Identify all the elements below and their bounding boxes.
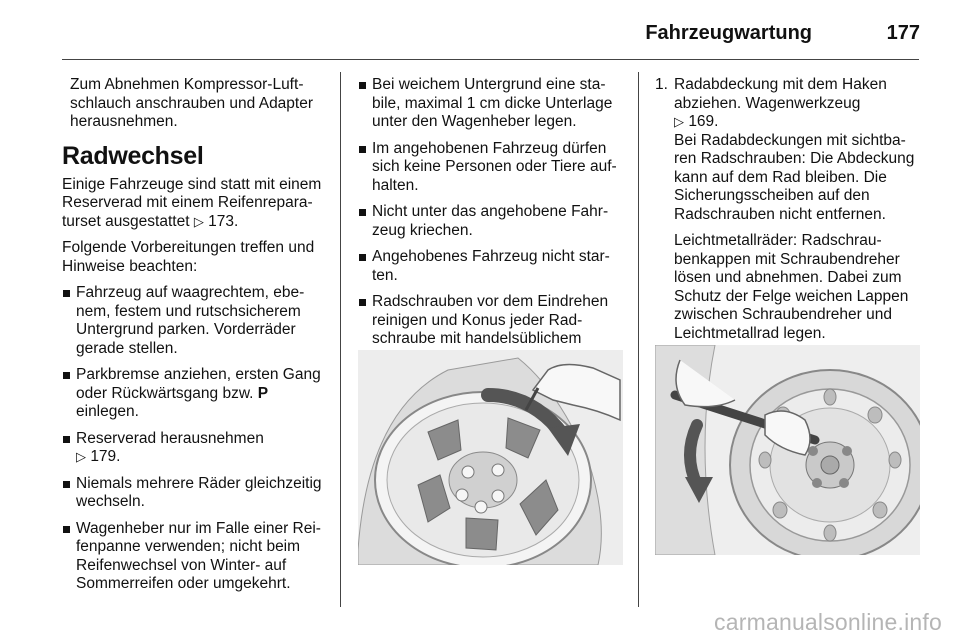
intro-paragraph: Zum Abnehmen Kompressor-Luftschlauch anschrauben und Adapter herausnehmen.: [70, 76, 314, 130]
paragraph-preparations: Folgende Vorbereitungen treffen und Hinweise beachten:: [62, 239, 315, 275]
preparation-list: [62, 284, 327, 594]
page-reference: ▷ 169.: [674, 113, 719, 130]
list-item: Niemals mehrere Räder gleichzeitig wechseln.: [62, 475, 327, 512]
list-item: Bei weichem Untergrund eine stabile, maximal 1 cm dicke Unterlage unter den Wagenheber legen.: [358, 76, 623, 132]
arrow-reference-icon: ▷: [193, 213, 204, 229]
watermark: carmanualsonline.info: [714, 609, 942, 635]
column-middle: [358, 76, 623, 375]
paragraph-text: Einige Fahrzeuge sind statt mit einem Reserverad mit einem Reifenreparaturset ausgestattet: [62, 175, 322, 230]
header-title: Fahrzeugwartung: [645, 22, 812, 44]
step-number: 1.: [655, 76, 668, 93]
step-list: [655, 76, 920, 343]
column-left: [62, 76, 327, 602]
bullet-square-icon: [63, 290, 70, 297]
bullet-square-icon: [359, 299, 366, 306]
arrow-reference-icon: ▷: [76, 449, 86, 464]
bullet-square-icon: [359, 82, 366, 89]
wheel-bolt-wrench-illustration: [655, 345, 920, 555]
arrow-reference-icon: ▷: [674, 114, 684, 129]
list-item: Angehobenes Fahrzeug nicht starten.: [358, 248, 623, 285]
step-note-visible-bolts: Bei Radabdeckungen mit sichtbaren Radschrauben: Die Abdeckung kann auf dem Rad bleiben. Die Sicherungsscheiben auf den Radschrauben nicht entfernen.: [674, 131, 915, 223]
gear-p-label: P: [257, 384, 269, 402]
list-item: Im angehobenen Fahrzeug dürfen sich keine Personen oder Tiere aufhalten.: [358, 140, 623, 196]
step-note-alloy-wheels: Leichtmetallräder: Radschraubenkappen mit Schraubendreher lösen und abnehmen. Dabei zum Schutz der Felge weichen Lappen zwischen Schraubendreher und Leichtmetallrad legen.: [674, 232, 909, 342]
column-divider-2: [638, 72, 639, 607]
list-item: Wagenheber nur im Falle einer Reifenpanne verwenden; nicht beim Reifenwechsel von Winter- auf Sommerreifen oder umgekehrt.: [62, 520, 327, 594]
hubcap-illustration-svg: [358, 350, 623, 565]
bullet-square-icon: [63, 526, 70, 533]
list-item: Reserverad herausnehmen ▷ 179.: [62, 430, 327, 467]
page-reference: ▷ 173.: [193, 212, 239, 230]
bullet-square-icon: [359, 209, 366, 216]
list-item: Fahrzeug auf waagrechtem, ebenem, festem und rutschsicherem Untergrund parken. Vorderräder gerade stellen.: [62, 284, 327, 358]
bullet-square-icon: [63, 481, 70, 488]
column-divider-1: [340, 72, 341, 607]
wheel-illustration-svg: [655, 345, 920, 555]
safety-list: [358, 76, 623, 367]
page-number: 177: [886, 22, 920, 44]
paragraph-spare-wheel: [62, 176, 327, 232]
bullet-square-icon: [359, 254, 366, 261]
bullet-square-icon: [63, 436, 70, 443]
header-rule: [62, 59, 919, 60]
bullet-square-icon: [359, 146, 366, 153]
hubcap-removal-illustration: [358, 350, 623, 565]
list-item: Parkbremse anziehen, ersten Gang oder Rückwärtsgang bzw. P einlegen.: [62, 366, 327, 422]
column-right: [655, 76, 920, 351]
list-item: Radschrauben vor dem Eindrehen reinigen und Konus jeder Radschraube mit handelsüblichem: [358, 293, 623, 367]
list-item: Nicht unter das angehobene Fahrzeug kriechen.: [358, 203, 623, 240]
bullet-square-icon: [63, 372, 70, 379]
step-item: 1. Radabdeckung mit dem Haken abziehen. Wagenwerkzeug ▷ 169. Bei Radabdeckungen mit sichtbaren Radschrauben: Die Abdeckung kann auf dem Rad bleiben. Die Sicherungsscheiben auf den Radschrauben nicht entfernen. Leichtmetallräder: Radschraubenkappen mit Schraubendreher lösen und abnehmen. Dabei zum Schutz der Felge weichen Lappen zwischen Schraubendreher und Leichtmetallrad legen.: [655, 76, 920, 343]
page-reference: ▷ 179.: [76, 448, 121, 465]
section-title: Radwechsel: [62, 141, 204, 170]
